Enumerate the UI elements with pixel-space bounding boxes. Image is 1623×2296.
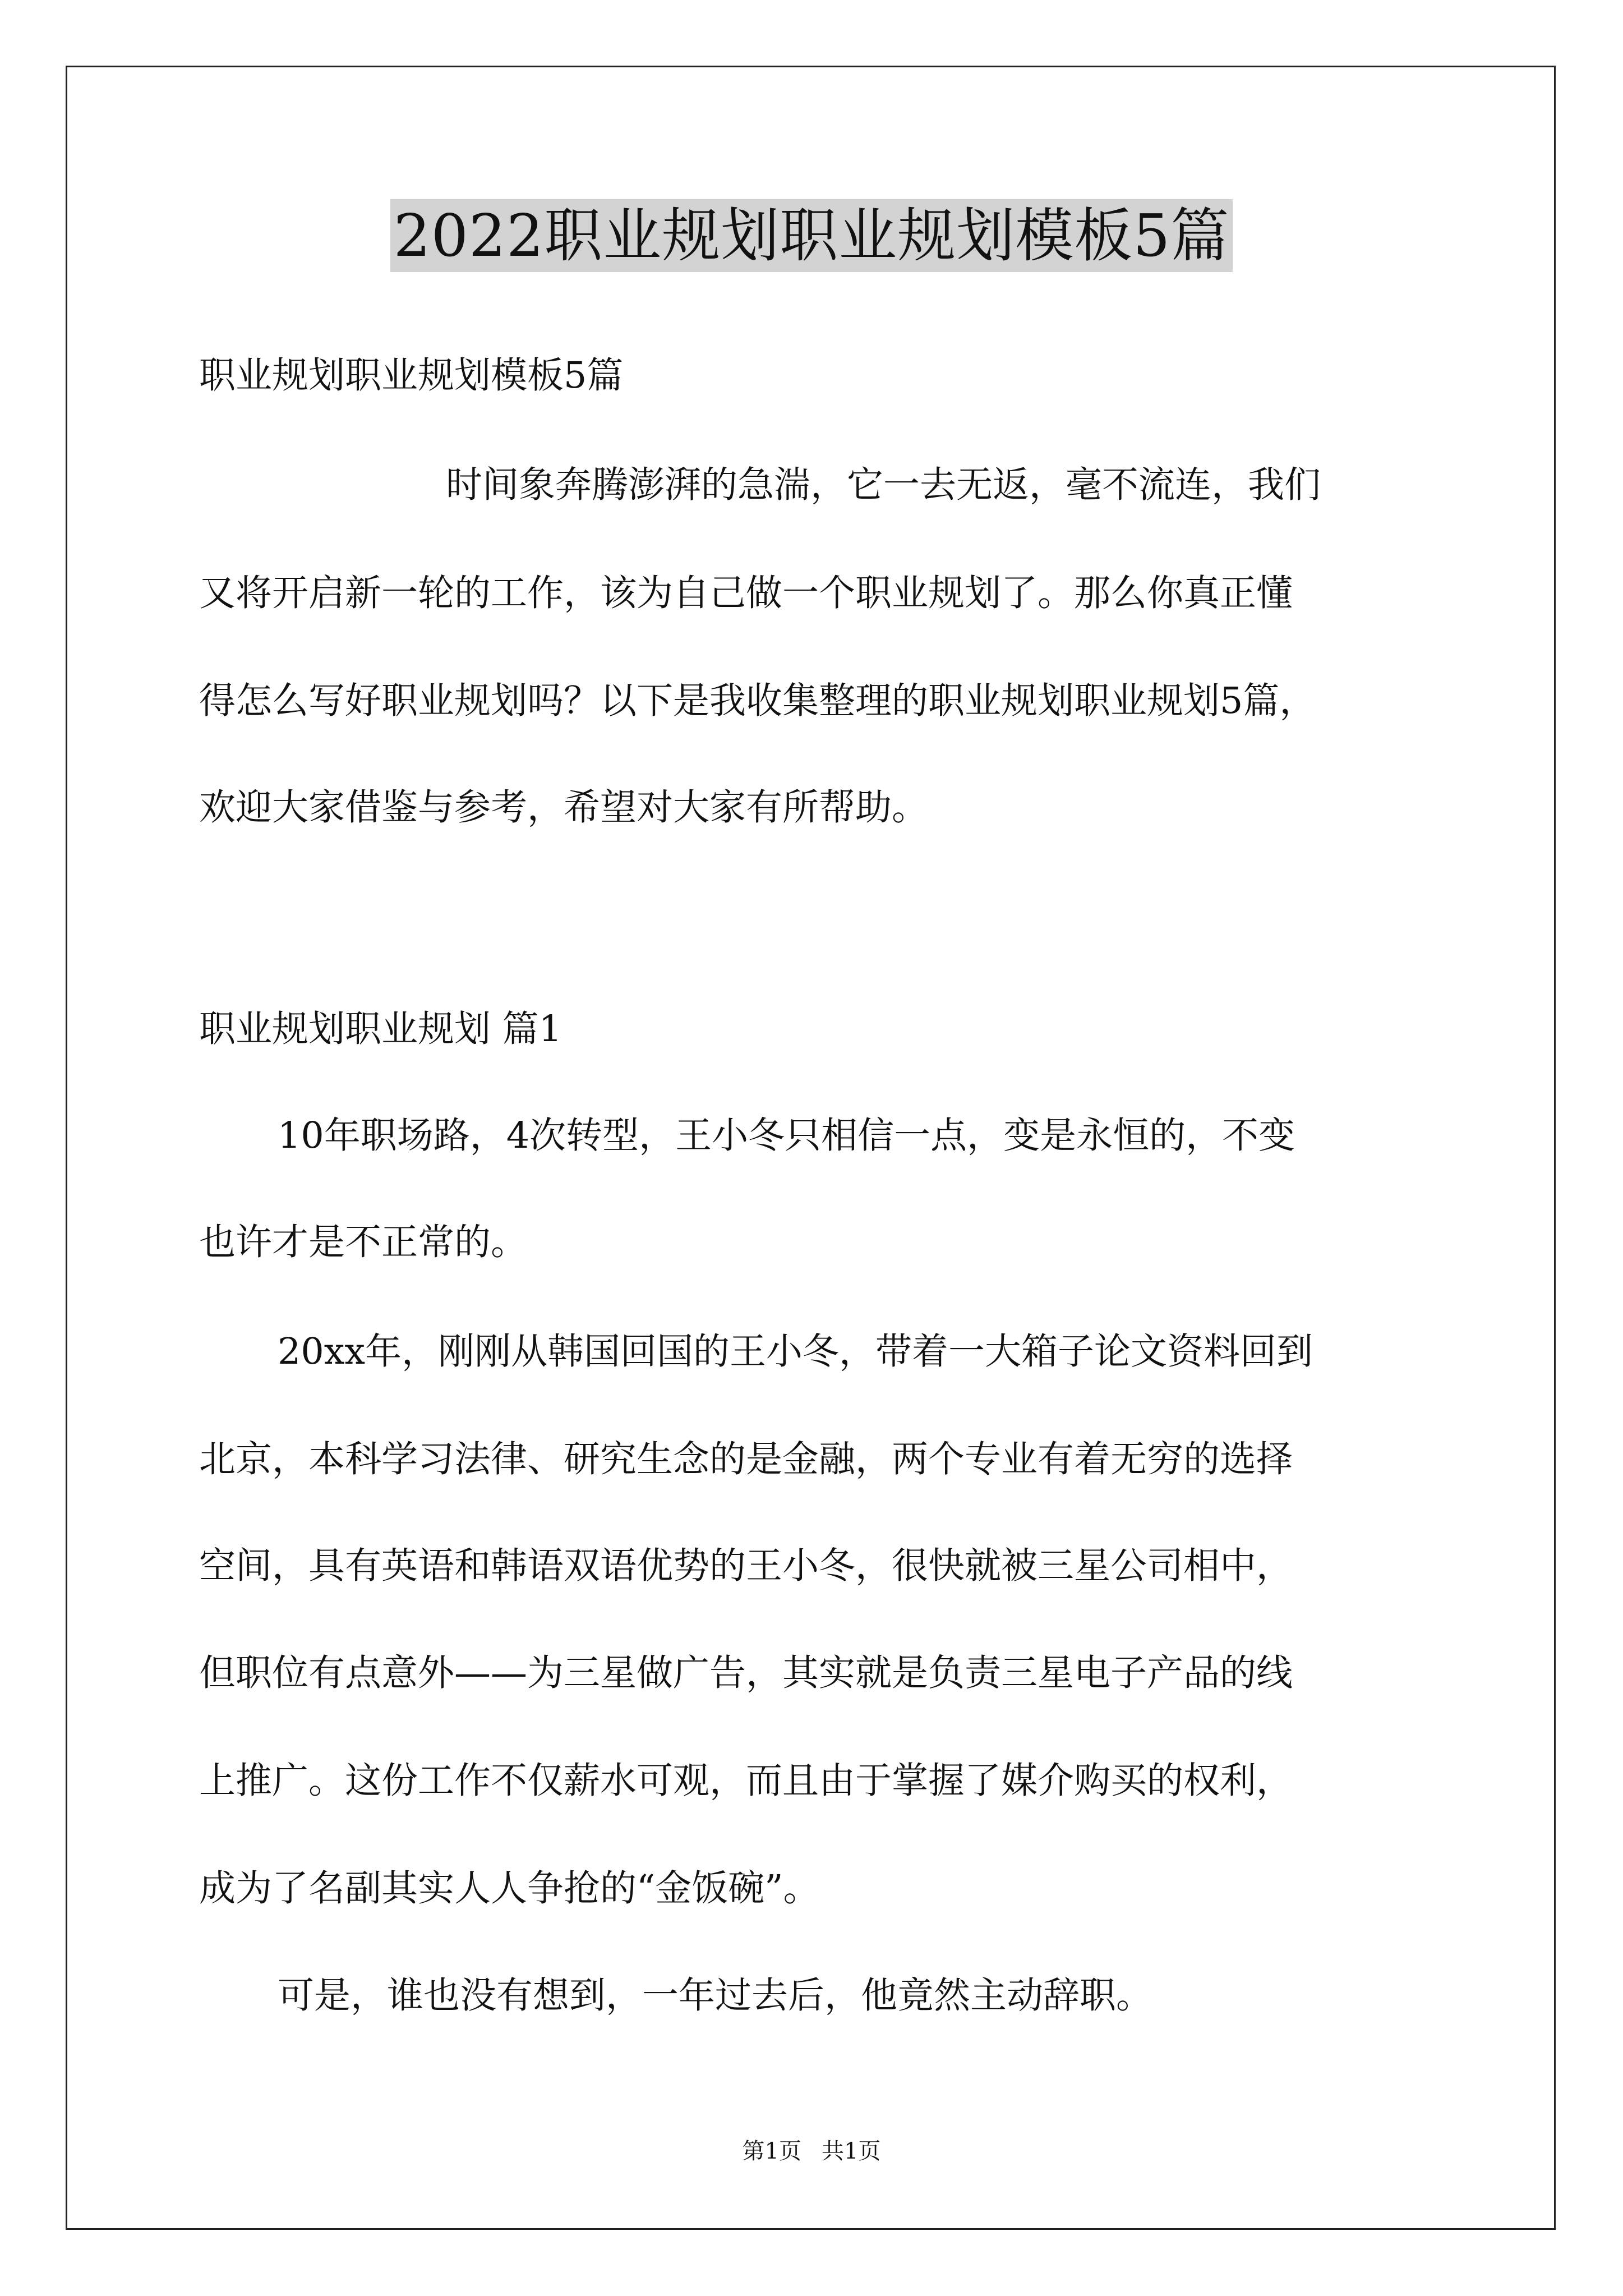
title-container	[0, 199, 1623, 272]
intro-line-2: 又将开启新一轮的工作，该为自己做一个职业规划了。那么你真正懂	[199, 572, 1293, 614]
intro-line-3: 得怎么写好职业规划吗？以下是我收集整理的职业规划职业规划5篇，	[199, 680, 1316, 722]
paragraph2-line-1: 20xx年，刚刚从韩国回国的王小冬，带着一大箱子论文资料回到	[278, 1331, 1313, 1373]
paragraph2-line-4: 但职位有点意外——为三星做广告，其实就是负责三星电子产品的线	[199, 1652, 1293, 1694]
intro-line-4: 欢迎大家借鉴与参考，希望对大家有所帮助。	[199, 786, 929, 829]
paragraph2-line-2: 北京，本科学习法律、研究生念的是金融，两个专业有着无穷的选择	[199, 1438, 1293, 1480]
document-title: 2022职业规划职业规划模板5篇	[390, 199, 1233, 272]
paragraph1-line-1: 10年职场路，4次转型，王小冬只相信一点，变是永恒的，不变	[278, 1115, 1295, 1157]
page-footer	[0, 2137, 1623, 2165]
section-heading: 职业规划职业规划 篇1	[199, 1008, 562, 1050]
paragraph2-line-6: 成为了名副其实人人争抢的“金饭碗”。	[199, 1867, 820, 1910]
paragraph2-line-5: 上推广。这份工作不仅薪水可观，而且由于掌握了媒介购买的权利，	[199, 1760, 1293, 1802]
paragraph2-line-3: 空间，具有英语和韩语双语优势的王小冬，很快就被三星公司相中，	[199, 1545, 1293, 1587]
paragraph3-line-1: 可是，谁也没有想到，一年过去后，他竟然主动辞职。	[278, 1975, 1153, 2017]
intro-line-1: 时间象奔腾澎湃的急湍，它一去无返，毫不流连，我们	[446, 464, 1321, 506]
page-number: 第1页	[742, 2138, 801, 2164]
paragraph1-line-2: 也许才是不正常的。	[199, 1221, 528, 1263]
document-subtitle: 职业规划职业规划模板5篇	[199, 355, 624, 397]
page-total: 共1页	[822, 2138, 881, 2164]
